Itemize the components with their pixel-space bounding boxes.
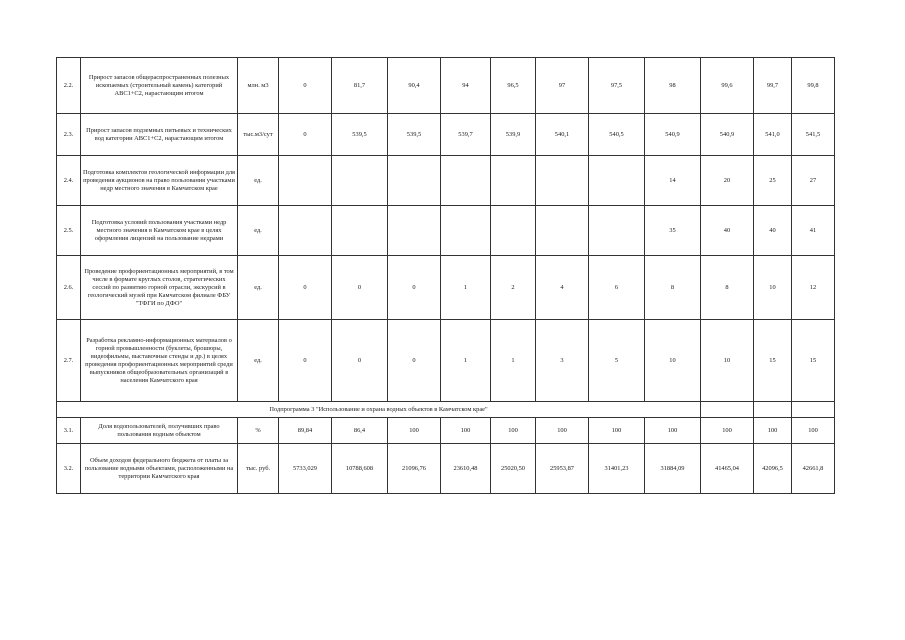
indicator-name: Подготовка условий пользования участками недр местного значения в Камчатском крае в целях оформления лицензий на пользование недрами: [81, 206, 238, 256]
value-cell: 100: [536, 418, 589, 444]
row-number: 2.2.: [57, 58, 81, 114]
value-cell: 10: [701, 320, 754, 402]
value-cell: 0: [388, 320, 441, 402]
value-cell: 31401,23: [589, 444, 645, 494]
value-cell: 100: [589, 418, 645, 444]
value-cell: 27: [792, 156, 835, 206]
value-cell: 40: [754, 206, 792, 256]
value-cell: 6: [589, 256, 645, 320]
value-cell: 100: [441, 418, 491, 444]
value-cell: 41: [792, 206, 835, 256]
value-cell: 100: [491, 418, 536, 444]
value-cell: [279, 156, 332, 206]
value-cell: [388, 206, 441, 256]
value-cell: 42096,5: [754, 444, 792, 494]
value-cell: 10: [754, 256, 792, 320]
value-cell: [388, 156, 441, 206]
unit-cell: %: [238, 418, 279, 444]
row-number: 3.1.: [57, 418, 81, 444]
value-cell: 0: [388, 256, 441, 320]
value-cell: 31884,09: [645, 444, 701, 494]
value-cell: 25020,50: [491, 444, 536, 494]
value-cell: 1: [491, 320, 536, 402]
value-cell: 10788,608: [332, 444, 388, 494]
row-number: 2.6.: [57, 256, 81, 320]
value-cell: 0: [279, 114, 332, 156]
subprogram-row: [57, 402, 835, 418]
value-cell: 97,5: [589, 58, 645, 114]
table-row: [57, 418, 835, 444]
empty-cell: [701, 402, 754, 418]
table-row: [57, 320, 835, 402]
indicator-name: Доля водопользователей, получивших право пользования водным объектом: [81, 418, 238, 444]
value-cell: 539,5: [332, 114, 388, 156]
value-cell: 100: [388, 418, 441, 444]
value-cell: [536, 156, 589, 206]
value-cell: 40: [701, 206, 754, 256]
value-cell: 96,5: [491, 58, 536, 114]
value-cell: 541,0: [754, 114, 792, 156]
value-cell: 99,6: [701, 58, 754, 114]
row-number: 2.7.: [57, 320, 81, 402]
value-cell: 94: [441, 58, 491, 114]
table-row: [57, 156, 835, 206]
table-row: [57, 256, 835, 320]
value-cell: 540,9: [701, 114, 754, 156]
value-cell: 3: [536, 320, 589, 402]
value-cell: 10: [645, 320, 701, 402]
value-cell: 97: [536, 58, 589, 114]
value-cell: 42661,8: [792, 444, 835, 494]
value-cell: 23610,48: [441, 444, 491, 494]
value-cell: 20: [701, 156, 754, 206]
value-cell: [332, 206, 388, 256]
value-cell: 14: [645, 156, 701, 206]
indicator-name: Прирост запасов подземных питьевых и технических вод категории АВС1+С2, нарастающим итогом: [81, 114, 238, 156]
row-number: 3.2.: [57, 444, 81, 494]
value-cell: 540,5: [589, 114, 645, 156]
value-cell: [589, 206, 645, 256]
value-cell: [441, 156, 491, 206]
value-cell: 0: [332, 320, 388, 402]
value-cell: 21096,76: [388, 444, 441, 494]
value-cell: [491, 206, 536, 256]
value-cell: [279, 206, 332, 256]
value-cell: 539,7: [441, 114, 491, 156]
value-cell: 99,8: [792, 58, 835, 114]
value-cell: 81,7: [332, 58, 388, 114]
value-cell: 41465,04: [701, 444, 754, 494]
indicator-name: Подготовка комплектов геологической информации для проведения аукционов на право пользования участками недр местного значения в Камчатском крае: [81, 156, 238, 206]
unit-cell: ед.: [238, 156, 279, 206]
value-cell: [589, 156, 645, 206]
value-cell: [536, 206, 589, 256]
value-cell: 541,5: [792, 114, 835, 156]
value-cell: 25953,87: [536, 444, 589, 494]
value-cell: 89,84: [279, 418, 332, 444]
value-cell: 15: [754, 320, 792, 402]
unit-cell: млн. м3: [238, 58, 279, 114]
indicator-name: Прирост запасов общераспространенных полезных ископаемых (строительный камень) категорий АВС1+С2, нарастающим итогом: [81, 58, 238, 114]
indicators-table: [56, 57, 835, 494]
value-cell: 0: [279, 58, 332, 114]
value-cell: 100: [754, 418, 792, 444]
value-cell: 2: [491, 256, 536, 320]
indicator-name: Разработка рекламно-информационных материалов о горной промышленности (буклеты, брошюры, видеофильмы, выставочные стенды и др.) в целях проведения профориентационных мероприятий среди выпускников общеобразовательных организаций в населения Камчатского края: [81, 320, 238, 402]
value-cell: 4: [536, 256, 589, 320]
value-cell: 99,7: [754, 58, 792, 114]
indicator-name: Объем доходов федерального бюджета от платы за пользование водными объектами, расположенными на территории Камчатского края: [81, 444, 238, 494]
value-cell: 12: [792, 256, 835, 320]
value-cell: 0: [332, 256, 388, 320]
value-cell: 540,1: [536, 114, 589, 156]
value-cell: 1: [441, 320, 491, 402]
row-number: 2.3.: [57, 114, 81, 156]
value-cell: [491, 156, 536, 206]
value-cell: 1: [441, 256, 491, 320]
value-cell: 35: [645, 206, 701, 256]
value-cell: 0: [279, 256, 332, 320]
row-number: 2.4.: [57, 156, 81, 206]
empty-cell: [754, 402, 792, 418]
value-cell: 86,4: [332, 418, 388, 444]
table-row: [57, 58, 835, 114]
empty-cell: [792, 402, 835, 418]
indicator-name: Проведение профориентационных мероприятий, в том числе в формате круглых столов, стратегических сессий по развитию горной отрасли, экскурсий в геологический музей при Камчатском филиале ФБУ "ТФГИ по ДФО": [81, 256, 238, 320]
unit-cell: ед.: [238, 256, 279, 320]
subprogram-title: Подпрограмма 3 "Использование и охрана водных объектов в Камчатском крае": [57, 402, 701, 418]
value-cell: [332, 156, 388, 206]
value-cell: 8: [701, 256, 754, 320]
value-cell: 539,9: [491, 114, 536, 156]
unit-cell: тыс.м3/сут: [238, 114, 279, 156]
value-cell: 100: [701, 418, 754, 444]
unit-cell: ед.: [238, 206, 279, 256]
value-cell: 540,9: [645, 114, 701, 156]
value-cell: 8: [645, 256, 701, 320]
value-cell: 25: [754, 156, 792, 206]
value-cell: 5: [589, 320, 645, 402]
value-cell: 90,4: [388, 58, 441, 114]
value-cell: 15: [792, 320, 835, 402]
table-row: [57, 114, 835, 156]
value-cell: 0: [279, 320, 332, 402]
value-cell: 100: [792, 418, 835, 444]
unit-cell: тыс. руб.: [238, 444, 279, 494]
table-row: [57, 206, 835, 256]
unit-cell: ед.: [238, 320, 279, 402]
row-number: 2.5.: [57, 206, 81, 256]
value-cell: 98: [645, 58, 701, 114]
value-cell: 5733,029: [279, 444, 332, 494]
value-cell: 539,5: [388, 114, 441, 156]
value-cell: [441, 206, 491, 256]
value-cell: 100: [645, 418, 701, 444]
table-row: [57, 444, 835, 494]
